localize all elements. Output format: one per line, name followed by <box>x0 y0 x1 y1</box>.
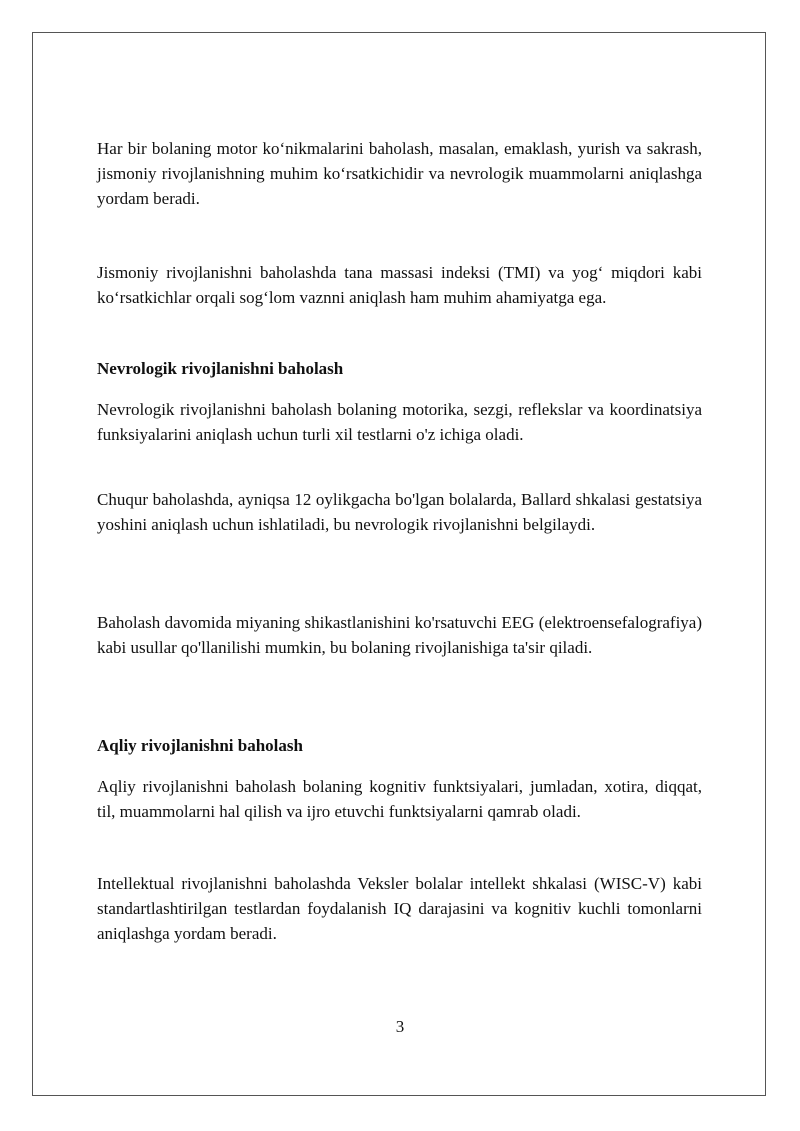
heading-neurological-assessment: Nevrologik rivojlanishni baholash <box>97 359 344 378</box>
paragraph-ballard-scale: Chuqur baholashda, ayniqsa 12 oylikgacha bo'lgan bolalarda, Ballard shkalasi gestatsiya yoshini aniqlash uchun ishlatiladi, bu nevrologik rivojlanishni belgilaydi. <box>97 490 702 534</box>
paragraph-wisc: Intellektual rivojlanishni baholashda Veksler bolalar intellekt shkalasi (WISC-V) kabi standartlashtirilgan testlardan foydalanish IQ darajasini va kognitiv kuchli tomonlarni aniqlashga yordam beradi. <box>97 874 702 943</box>
paragraph-cognitive-functions: Aqliy rivojlanishni baholash bolaning kognitiv funktsiyalari, jumladan, xotira, diqqat, til, muammolarni hal qilish va ijro etuvchi funktsiyalarni qamrab oladi. <box>97 777 702 821</box>
paragraph-eeg: Baholash davomida miyaning shikastlanishini ko'rsatuvchi EEG (elektroensefalografiya) kabi usullar qo'llanilishi mumkin, bu bolaning rivojlanishiga ta'sir qiladi. <box>97 613 702 657</box>
paragraph-bmi: Jismoniy rivojlanishni baholashda tana massasi indeksi (TMI) va yog‘ miqdori kabi ko‘rsatkichlar orqali sog‘lom vaznni aniqlash ham muhim ahamiyatga ega. <box>97 263 702 307</box>
page-number: 3 <box>395 1017 405 1036</box>
heading-mental-assessment: Aqliy rivojlanishni baholash <box>97 736 303 755</box>
paragraph-motor-skills: Har bir bolaning motor ko‘nikmalarini baholash, masalan, emaklash, yurish va sakrash, jismoniy rivojlanishning muhim ko‘rsatkichidir va nevrologik muammolarni aniqlashga yordam beradi. <box>97 139 702 208</box>
paragraph-neurological-tests: Nevrologik rivojlanishni baholash bolaning motorika, sezgi, reflekslar va koordinatsiya funksiyalarini aniqlash uchun turli xil testlarni o'z ichiga oladi. <box>97 400 702 444</box>
